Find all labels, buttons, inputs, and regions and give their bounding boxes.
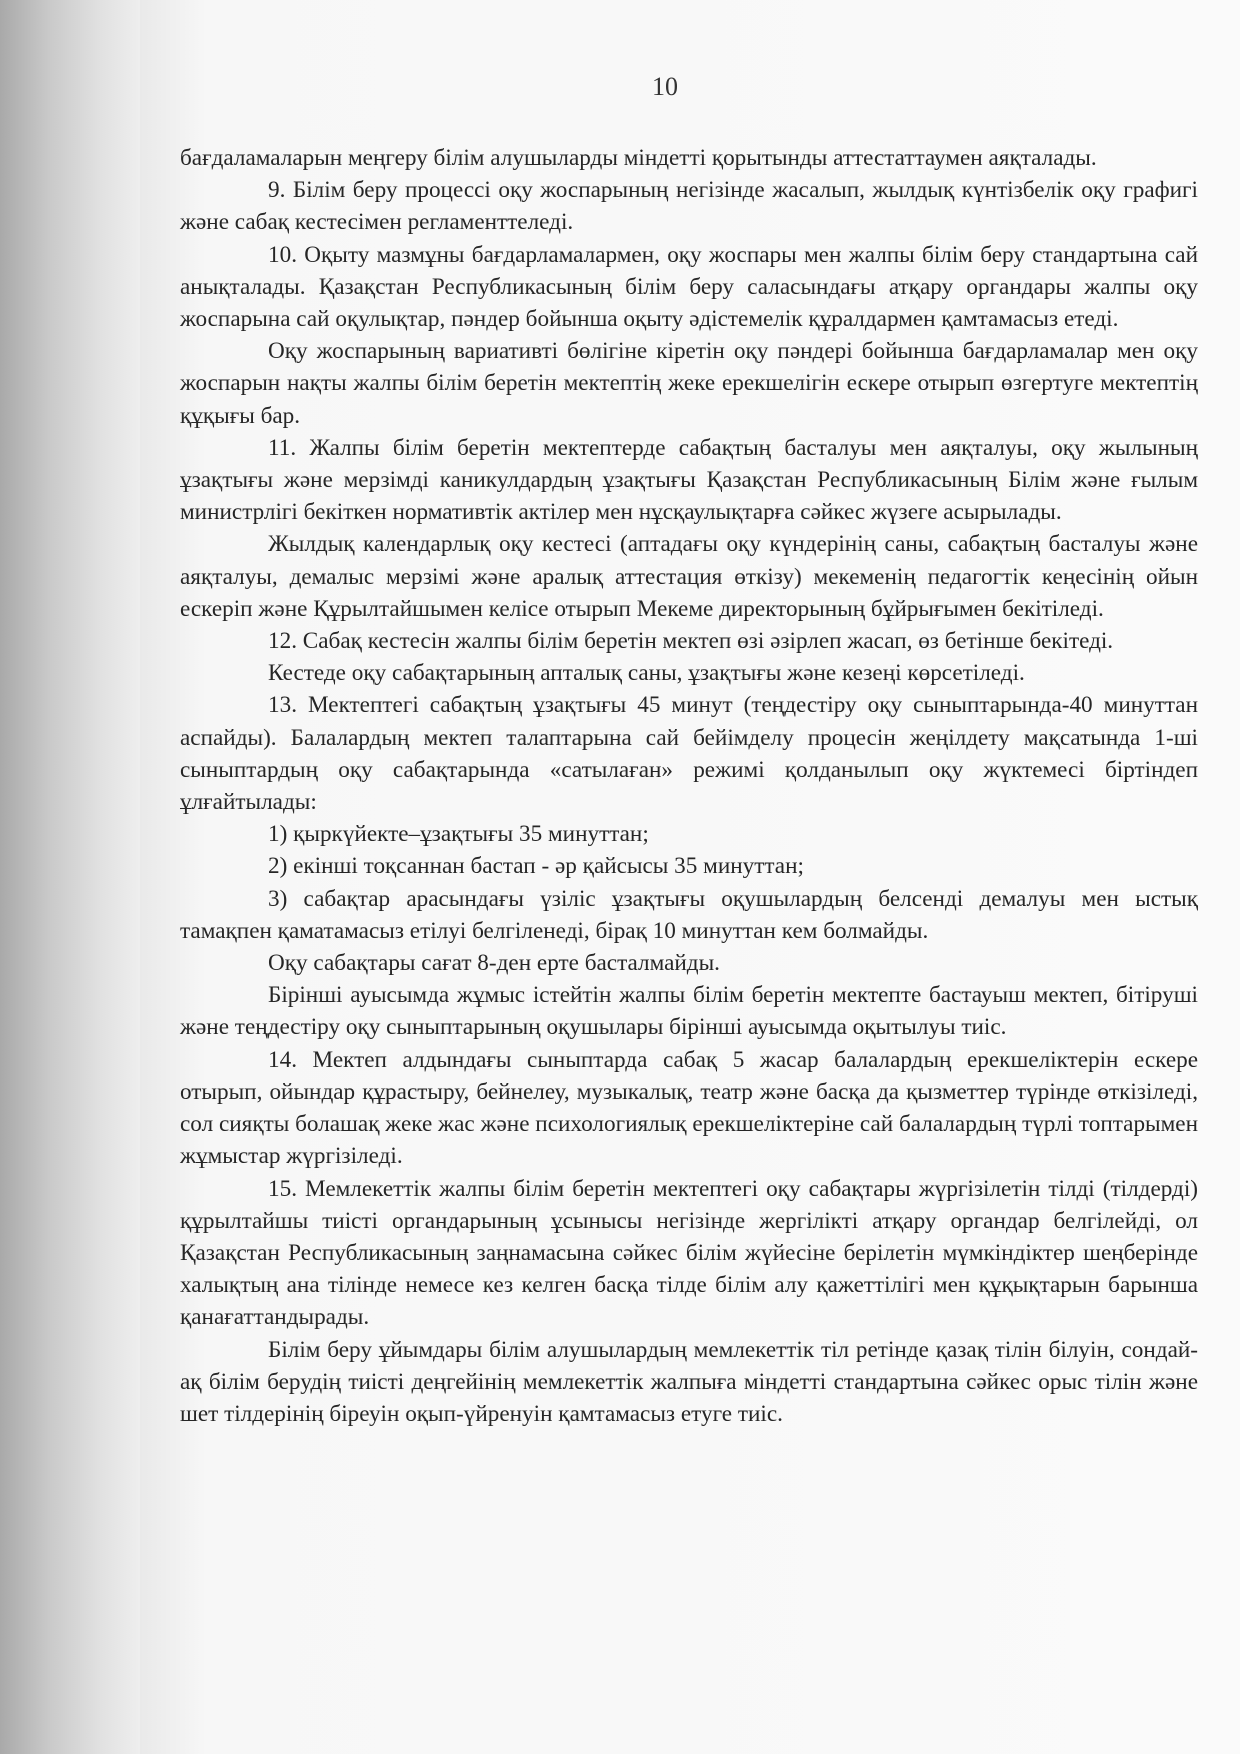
paragraph: 14. Мектеп алдындағы сыныптарда сабақ 5 жасар балалардың ерекшеліктерін ескере отырып, ойындар құрастыру, бейнелеу, музыкалық, театр және басқа да қызметтер түрінде өткізіледі, сол сияқты болашақ жеке жас және психологиялық ерекшеліктеріне сай балалардың түрлі топтарымен жұмыстар жүргізіледі. <box>180 1046 1198 1170</box>
paragraph: Жылдық календарлық оқу кестесі (аптадағы оқу күндерінің саны, сабақтың басталуы және аяқталуы, демалыс мерзімі және аралық аттестация өткізу) мекеменің педагогтік кеңесінің ойын ескеріп және Құрылтайшымен келісе отырып Мекеме директорының бұйрығымен бекітіледі. <box>180 531 1198 622</box>
list-item: 3) сабақтар арасындағы үзіліс ұзақтығы оқушылардың белсенді демалуы мен ыстық тамақпен қаматамасыз етілуі белгіленеді, бірақ 10 минуттан кем болмайды. <box>180 885 1198 944</box>
paragraph: Бірінші ауысымда жұмыс істейтін жалпы білім беретін мектепте бастауыш мектеп, бітіруші және теңдестіру оқу сыныптарының оқушылары бірінші ауысымда оқытылуы тиіс. <box>180 982 1198 1041</box>
paragraph: 9. Білім беру процессі оқу жоспарының негізінде жасалып, жылдық күнтізбелік оқу графигі және сабақ кестесімен регламенттеледі. <box>180 177 1198 236</box>
paragraph: Білім беру ұйымдары білім алушылардың мемлекеттік тіл ретінде қазақ тілін білуін, сондай-ақ білім берудің тиісті деңгейінің мемлекеттік жалпыға міндетті стандартына сәйкес орыс тілін және шет тілдерінің біреуін оқып-үйренуін қамтамасыз етуге тиіс. <box>180 1336 1198 1427</box>
paragraph: Кестеде оқу сабақтарының апталық саны, ұзақтығы және кезеңі көрсетіледі. <box>268 660 1025 687</box>
list-item: 1) қыркүйекте–ұзақтығы 35 минуттан; <box>268 821 649 848</box>
paragraph: 13. Мектептегі сабақтың ұзақтығы 45 минут (теңдестіру оқу сыныптарында-40 минуттан аспайды). Балалардың мектеп талаптарына сай бейімделу процесін жеңілдету мақсатында 1-ші сыныптардың оқу сабақтарында «сатылаған» режимі қолданылып оқу жүктемесі біртіндеп ұлғайтылады: <box>180 692 1198 816</box>
body-text <box>180 142 1198 1430</box>
scan-edge-shadow <box>0 0 140 1754</box>
paragraph: бағдаламаларын меңгеру білім алушыларды міндетті қорытынды аттестаттаумен аяқталады. <box>180 145 1097 171</box>
paragraph: Оқу жоспарының вариативті бөлігіне кіретін оқу пәндері бойынша бағдарламалар мен оқу жоспарын нақты жалпы білім беретін мектептің жеке ерекшелігін ескере отырып өзгертуге мектептің құқығы бар. <box>180 338 1198 429</box>
paragraph: 11. Жалпы білім беретін мектептерде сабақтың басталуы мен аяқталуы, оқу жылының ұзақтығы және мерзімді каникулдардың ұзақтығы Қазақстан Республикасының Білім және ғылым министрлігі бекіткен нормативтік актілер мен нұсқаулықтарға сәйкес жүзеге асырылады. <box>180 434 1198 526</box>
paragraph: 12. Сабақ кестесін жалпы білім беретін мектеп өзі әзірлеп жасап, өз бетінше бекітеді. <box>268 628 1114 655</box>
page-number: 10 <box>652 72 678 101</box>
paragraph: 15. Мемлекеттік жалпы білім беретін мектептегі оқу сабақтары жүргізілетін тілді (тілдерді) құрылтайшы тиісті органдарының ұсынысы негізінде жергілікті атқару органдар белгілейді, ол Қазақстан Республикасының заңнамасына сәйкес білім жүйесіне берілетін мүмкіндіктер шеңберінде халықтың ана тілінде немесе кез келген басқа тілде білім алу қажеттілігі мен құқықтарын барынша қанағаттандырады. <box>180 1175 1198 1331</box>
list-item: 2) екінші тоқсаннан бастап - әр қайсысы 35 минуттан; <box>268 853 804 880</box>
paragraph: 10. Оқыту мазмұны бағдарламалармен, оқу жоспары мен жалпы білім беру стандартына сай анықталады. Қазақстан Республикасының білім беру саласындағы атқару органдары жалпы оқу жоспарына сай оқулықтар, пәндер бойынша оқыту әдістемелік құралдармен қамтамасыз етеді. <box>180 241 1198 333</box>
paragraph: Оқу сабақтары сағат 8-ден ерте басталмайды. <box>268 950 720 977</box>
